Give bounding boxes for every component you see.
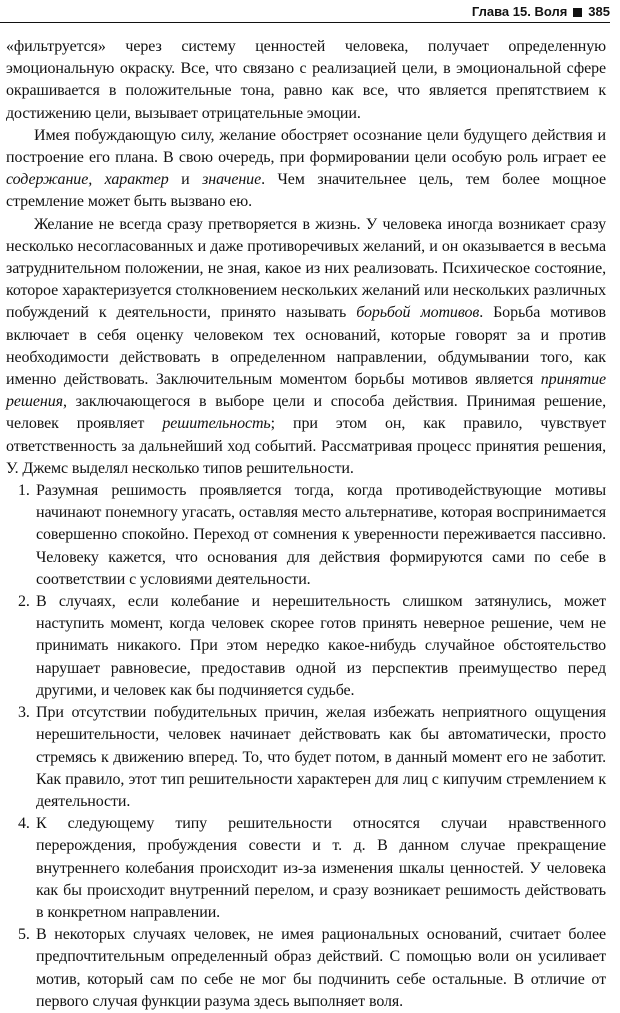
- list-item-number: 4.: [18, 815, 30, 833]
- emphasis-significance: значение: [202, 171, 262, 189]
- running-head: [0, 2, 610, 23]
- list-item-text: К следующему типу решительности относятся случаи нравственного перерождения, пробуждения совести и т. д. В данном случае прекращение внутреннего колебания происходит из-за изменения шкалы ценностей. У человека как бы происходит внутренний перелом, и сразу возникает решимость действовать в конкретном направлении.: [36, 815, 606, 921]
- emphasis-content-character: содержание, характер: [6, 171, 169, 189]
- square-bullet-icon: [573, 8, 582, 17]
- chapter-title: Глава 15. Воля: [471, 4, 568, 19]
- paragraph-struggle-of-motives: Желание не всегда сразу претворяется в жизнь. У человека иногда возникает сразу несколько несогласованных и даже противоречивых желаний, и он оказывается в весьма затруднительном положении, не зная, какое из них реализовать. Психическое состояние, которое характеризуется столкновением нескольких желаний или нескольких различных побуждений к деятельности, принято называть борьбой мотивов. Борьба мотивов включает в себя оценку человеком тех оснований, которые говорят за и против необходимости действовать в определенном направлении, обдумывании того, как именно действовать. Заключительным моментом борьбы мотивов является принятие решения, заключающегося в выборе цели и способа действия. Принимая решение, человек проявляет решительность; при этом он, как правило, чувствует ответственность за дальнейший ход событий. Рассматривая процесс принятия решения, У. Джемс выделял несколько типов решительности.: [6, 215, 606, 477]
- term-struggle-of-motives: борьбой мотивов: [356, 304, 480, 322]
- term-decisiveness: решительность: [162, 415, 271, 433]
- list-item-number: 2.: [18, 593, 30, 611]
- list-item: [6, 924, 606, 1013]
- list-item: [6, 702, 606, 813]
- list-item: [6, 813, 606, 924]
- decision-types-list: [6, 480, 606, 1013]
- body-text: [6, 36, 606, 1013]
- term-decision-making: принятие решения: [6, 371, 606, 411]
- list-item-number: 1.: [18, 482, 30, 500]
- list-item-number: 5.: [18, 926, 30, 944]
- page-number: 385: [588, 4, 610, 19]
- list-item: [6, 591, 606, 702]
- paragraph-desire-goal: Имея побуждающую силу, желание обостряет осознание цели будущего действия и построение его плана. В свою очередь, при формировании цели особую роль играет ее содержание, характер и значение. Чем значительнее цель, тем более мощное стремление может быть вызвано ею.: [6, 126, 606, 211]
- list-item-text: При отсутствии побудительных причин, желая избежать неприятного ощущения нерешительности, человек начинает действовать как бы автоматически, просто стремясь к движению вперед. То, что будет потом, в данный момент его не заботит. Как правило, этот тип решительности характерен для лиц с кипучим стремлением к деятельности.: [36, 704, 606, 810]
- list-item: [6, 480, 606, 591]
- paragraph-continued: «фильтруется» через систему ценностей человека, получает определенную эмоциональную окраску. Все, что связано с реализацией цели, в эмоциональной сфере окрашивается в положительные тона, равно как все, что является препятствием к достижению цели, вызывает отрицательные эмоции.: [6, 38, 606, 122]
- list-item-text: Разумная решимость проявляется тогда, когда противодействующие мотивы начинают понемногу угасать, оставляя место альтернативе, которая воспринимается совершенно спокойно. Переход от сомнения к уверенности переживается пассивно. Человеку кажется, что основания для действия формируются сами по себе в соответствии с условиями деятельности.: [36, 482, 606, 588]
- list-item-number: 3.: [18, 704, 30, 722]
- list-item-text: В случаях, если колебание и нерешительность слишком затянулись, может наступить момент, когда человек скорее готов принять неверное решение, чем не принимать никакого. При этом нередко какое-нибудь случайное обстоятельство нарушает равновесие, предоставив одной из перспектив преимущество перед другими, и человек как бы подчиняется судьбе.: [36, 593, 606, 699]
- list-item-text: В некоторых случаях человек, не имея рациональных оснований, считает более предпочтительным определенный образ действий. С помощью воли он усиливает мотив, который сам по себе не мог бы подчинить себе остальные. В отличие от первого случая функции разума здесь выполняет воля.: [36, 926, 606, 1010]
